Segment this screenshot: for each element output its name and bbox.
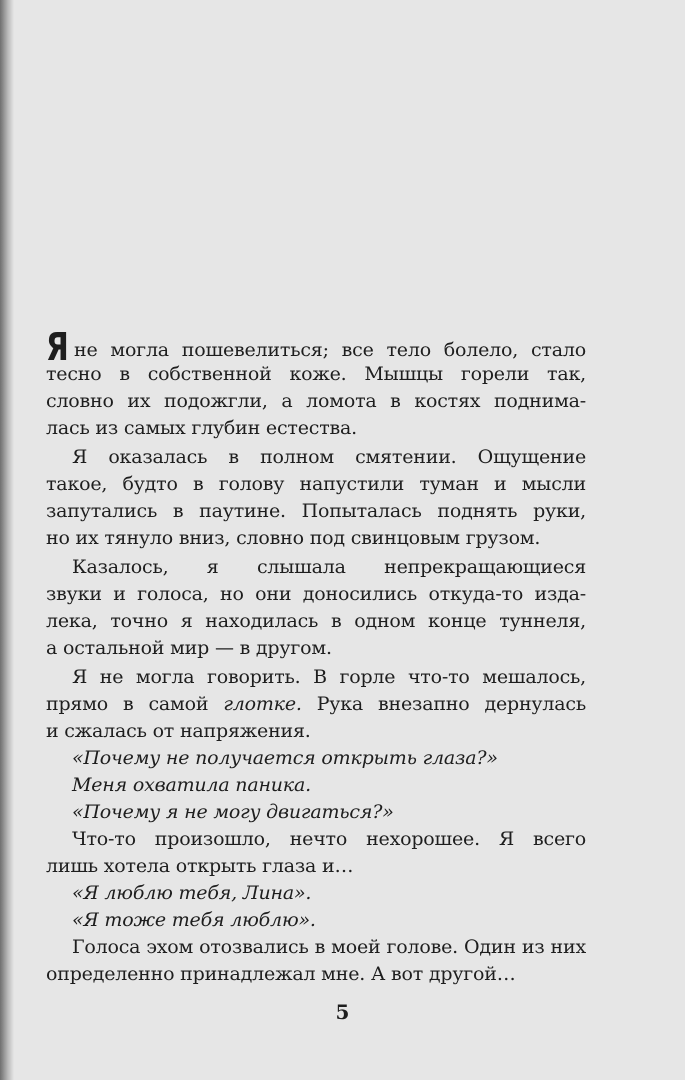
text-line: и сжалась от напряжения. xyxy=(46,720,311,742)
text-line: тесно в собственной коже. Мышцы горели так, xyxy=(46,363,586,385)
drop-cap: Я xyxy=(46,325,69,369)
paragraph-8 xyxy=(46,826,586,880)
italic-thought-line: «Почему не получается открыть глаза?» xyxy=(72,747,498,769)
text-line: Голоса эхом отозвались в моей голове. Один из них xyxy=(72,936,586,958)
paragraph-4 xyxy=(46,664,586,745)
page-number: 5 xyxy=(335,1000,350,1024)
text-line: лась из самых глубин естества. xyxy=(46,417,357,439)
text-line: определенно принадлежал мне. А вот другой… xyxy=(46,963,516,985)
text-line: Казалось, я слышала непрекращающиеся xyxy=(72,556,586,578)
paragraph-11 xyxy=(46,934,586,988)
italic-thought-line: «Я тоже тебя люблю». xyxy=(72,909,316,931)
page-edge-shadow xyxy=(0,0,14,1080)
text-line: такое, будто в голову напустили туман и мысли xyxy=(46,473,586,495)
italic-thought-line: «Почему я не могу двигаться?» xyxy=(72,801,394,823)
text-line: запутались в паутине. Попыталась поднять руки, xyxy=(46,500,586,522)
italic-word: глотке. xyxy=(223,693,302,715)
text-line: Я не могла говорить. В горле что-то мешалось, xyxy=(72,666,586,688)
italic-thought-line: Меня охватила паника. xyxy=(72,774,311,796)
text-line: Яне могла пошевелиться; все тело болело, стало xyxy=(46,325,586,369)
text-line: лека, точно я находилась в одном конце туннеля, xyxy=(46,610,586,632)
italic-thought-line: «Я люблю тебя, Лина». xyxy=(72,882,312,904)
text-line: но их тянуло вниз, словно под свинцовым грузом. xyxy=(46,527,541,549)
paragraph-1 xyxy=(46,325,586,442)
text-line: Что-то произошло, нечто нехорошее. Я всего xyxy=(72,828,586,850)
paragraph-3 xyxy=(46,554,586,662)
paragraph-2 xyxy=(46,444,586,552)
text-line: прямо в самой глотке. Рука внезапно дернулась xyxy=(46,693,586,715)
text-line: звуки и голоса, но они доносились откуда-то изда- xyxy=(46,583,586,605)
text-line: словно их подожгли, а ломота в костях поднима- xyxy=(46,390,586,412)
text-line: лишь хотела открыть глаза и… xyxy=(46,855,354,877)
text-line: Я оказалась в полном смятении. Ощущение xyxy=(72,446,586,468)
book-text xyxy=(46,325,586,988)
text-line: а остальной мир — в другом. xyxy=(46,637,332,659)
